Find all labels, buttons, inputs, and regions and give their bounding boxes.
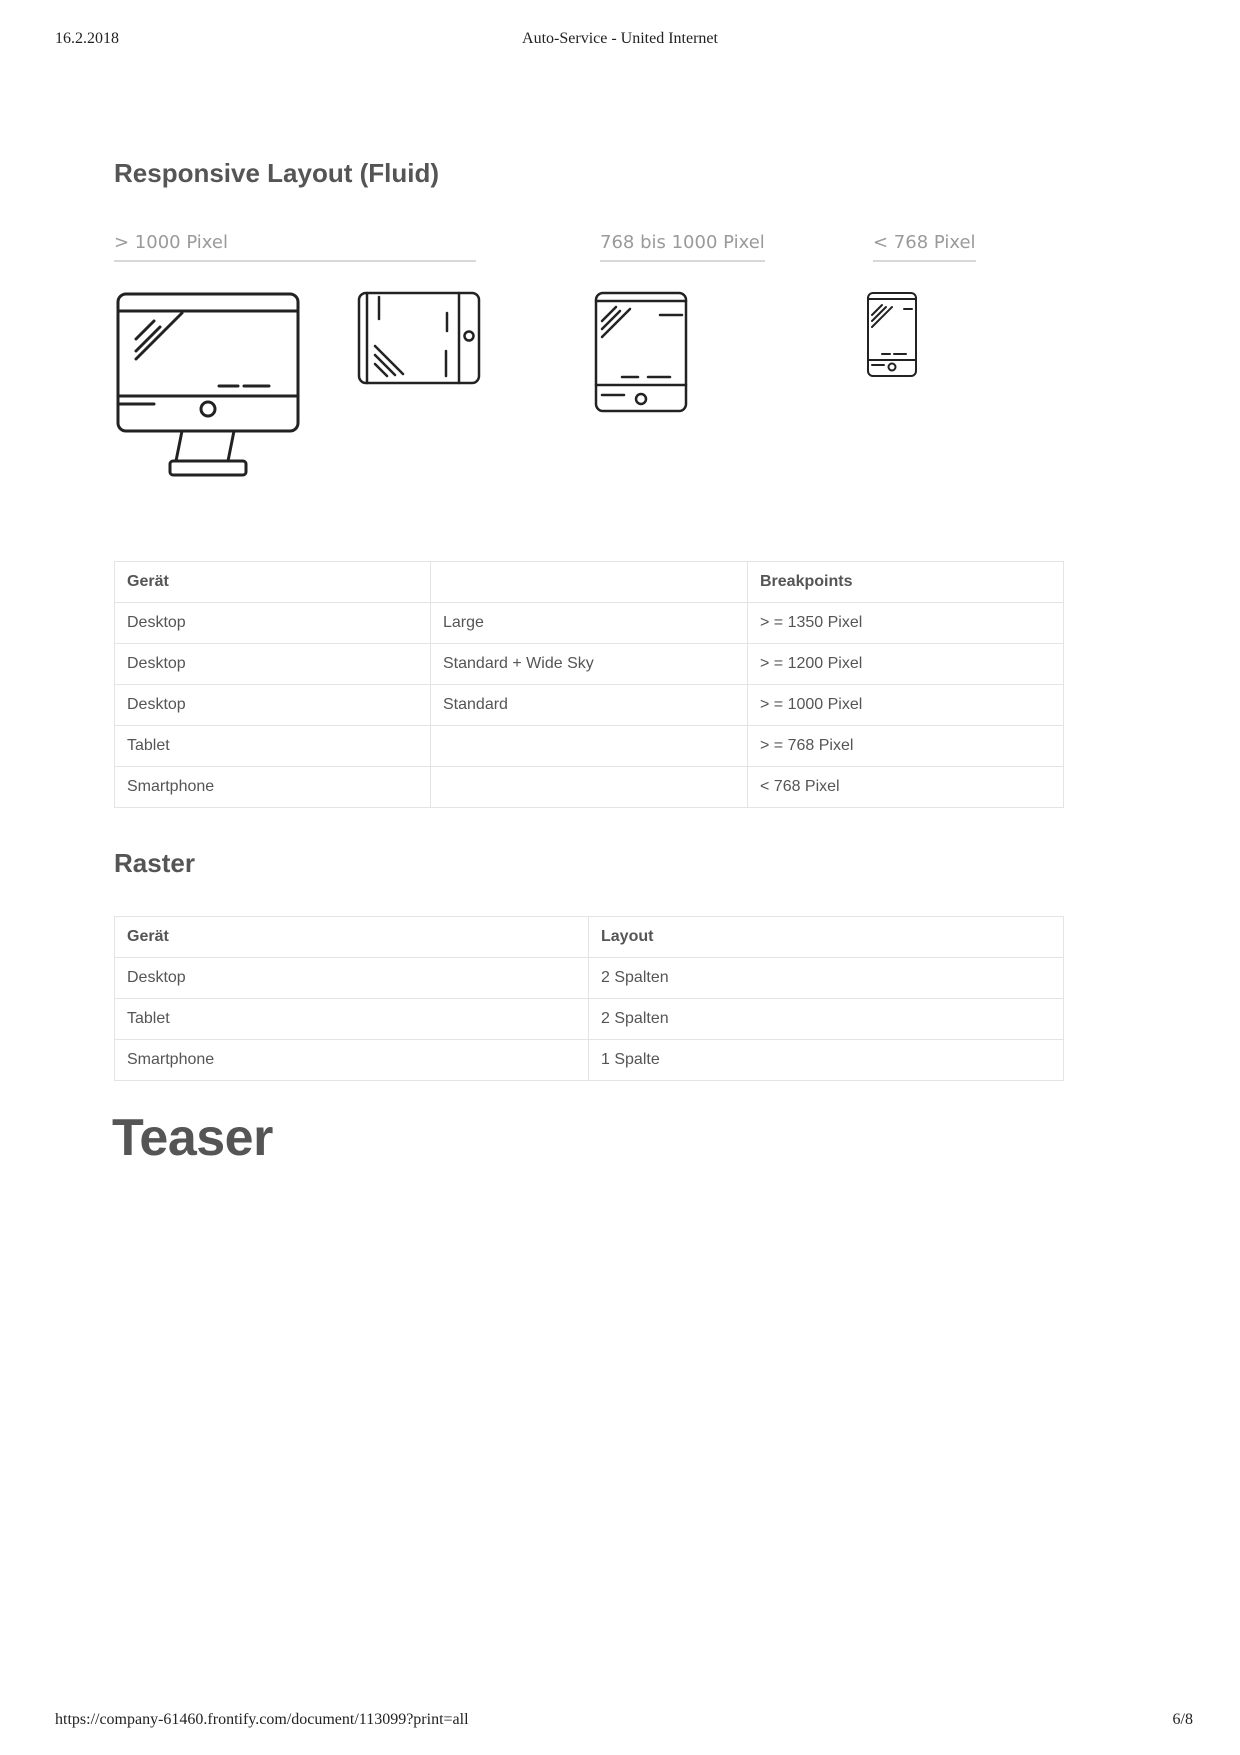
table-row	[115, 767, 1064, 808]
table-cell: Smartphone	[115, 1040, 589, 1081]
raster-heading: Raster	[114, 848, 195, 878]
table-cell: Standard + Wide Sky	[431, 644, 748, 685]
tablet-portrait-icon	[594, 291, 688, 413]
table-header-row	[115, 917, 1064, 958]
table-row	[115, 958, 1064, 999]
table-cell: Desktop	[115, 644, 431, 685]
table-cell: Desktop	[115, 685, 431, 726]
print-header	[0, 30, 1240, 52]
column-header-device: Gerät	[115, 562, 431, 603]
breakpoints-table	[114, 561, 1064, 808]
table-cell: 1 Spalte	[589, 1040, 1064, 1081]
smartphone-icon	[866, 291, 918, 378]
tablet-landscape-icon	[357, 291, 482, 385]
raster-table	[114, 916, 1064, 1081]
table-cell: Tablet	[115, 726, 431, 767]
table-cell	[431, 767, 748, 808]
table-cell: Tablet	[115, 999, 589, 1040]
responsive-layout-heading: Responsive Layout (Fluid)	[114, 158, 440, 188]
page-number: 6/8	[1172, 1711, 1193, 1728]
teaser-heading: Teaser	[112, 1109, 273, 1167]
column-header-layout: Layout	[589, 917, 1064, 958]
table-cell: > = 1200 Pixel	[748, 644, 1064, 685]
breakpoint-label-large: > 1000 Pixel	[114, 232, 476, 262]
table-cell: Desktop	[115, 958, 589, 999]
table-row	[115, 999, 1064, 1040]
print-date: 16.2.2018	[55, 30, 119, 47]
table-cell: > = 768 Pixel	[748, 726, 1064, 767]
breakpoint-label-medium: 768 bis 1000 Pixel	[600, 232, 765, 262]
table-cell: < 768 Pixel	[748, 767, 1064, 808]
breakpoint-label-small: < 768 Pixel	[873, 232, 976, 262]
table-row	[115, 1040, 1064, 1081]
table-row	[115, 685, 1064, 726]
table-row	[115, 603, 1064, 644]
column-header-variant	[431, 562, 748, 603]
table-cell: > = 1000 Pixel	[748, 685, 1064, 726]
print-title: Auto-Service - United Internet	[522, 30, 718, 47]
table-cell: 2 Spalten	[589, 958, 1064, 999]
print-footer	[0, 1711, 1240, 1733]
table-cell: Standard	[431, 685, 748, 726]
table-cell: Smartphone	[115, 767, 431, 808]
table-header-row	[115, 562, 1064, 603]
print-url: https://company-61460.frontify.com/document/113099?print=all	[55, 1711, 469, 1728]
table-row	[115, 726, 1064, 767]
table-cell: Large	[431, 603, 748, 644]
column-header-device: Gerät	[115, 917, 589, 958]
table-row	[115, 644, 1064, 685]
table-cell	[431, 726, 748, 767]
column-header-breakpoints: Breakpoints	[748, 562, 1064, 603]
table-cell: > = 1350 Pixel	[748, 603, 1064, 644]
desktop-monitor-icon	[114, 291, 304, 479]
table-cell: Desktop	[115, 603, 431, 644]
table-cell: 2 Spalten	[589, 999, 1064, 1040]
